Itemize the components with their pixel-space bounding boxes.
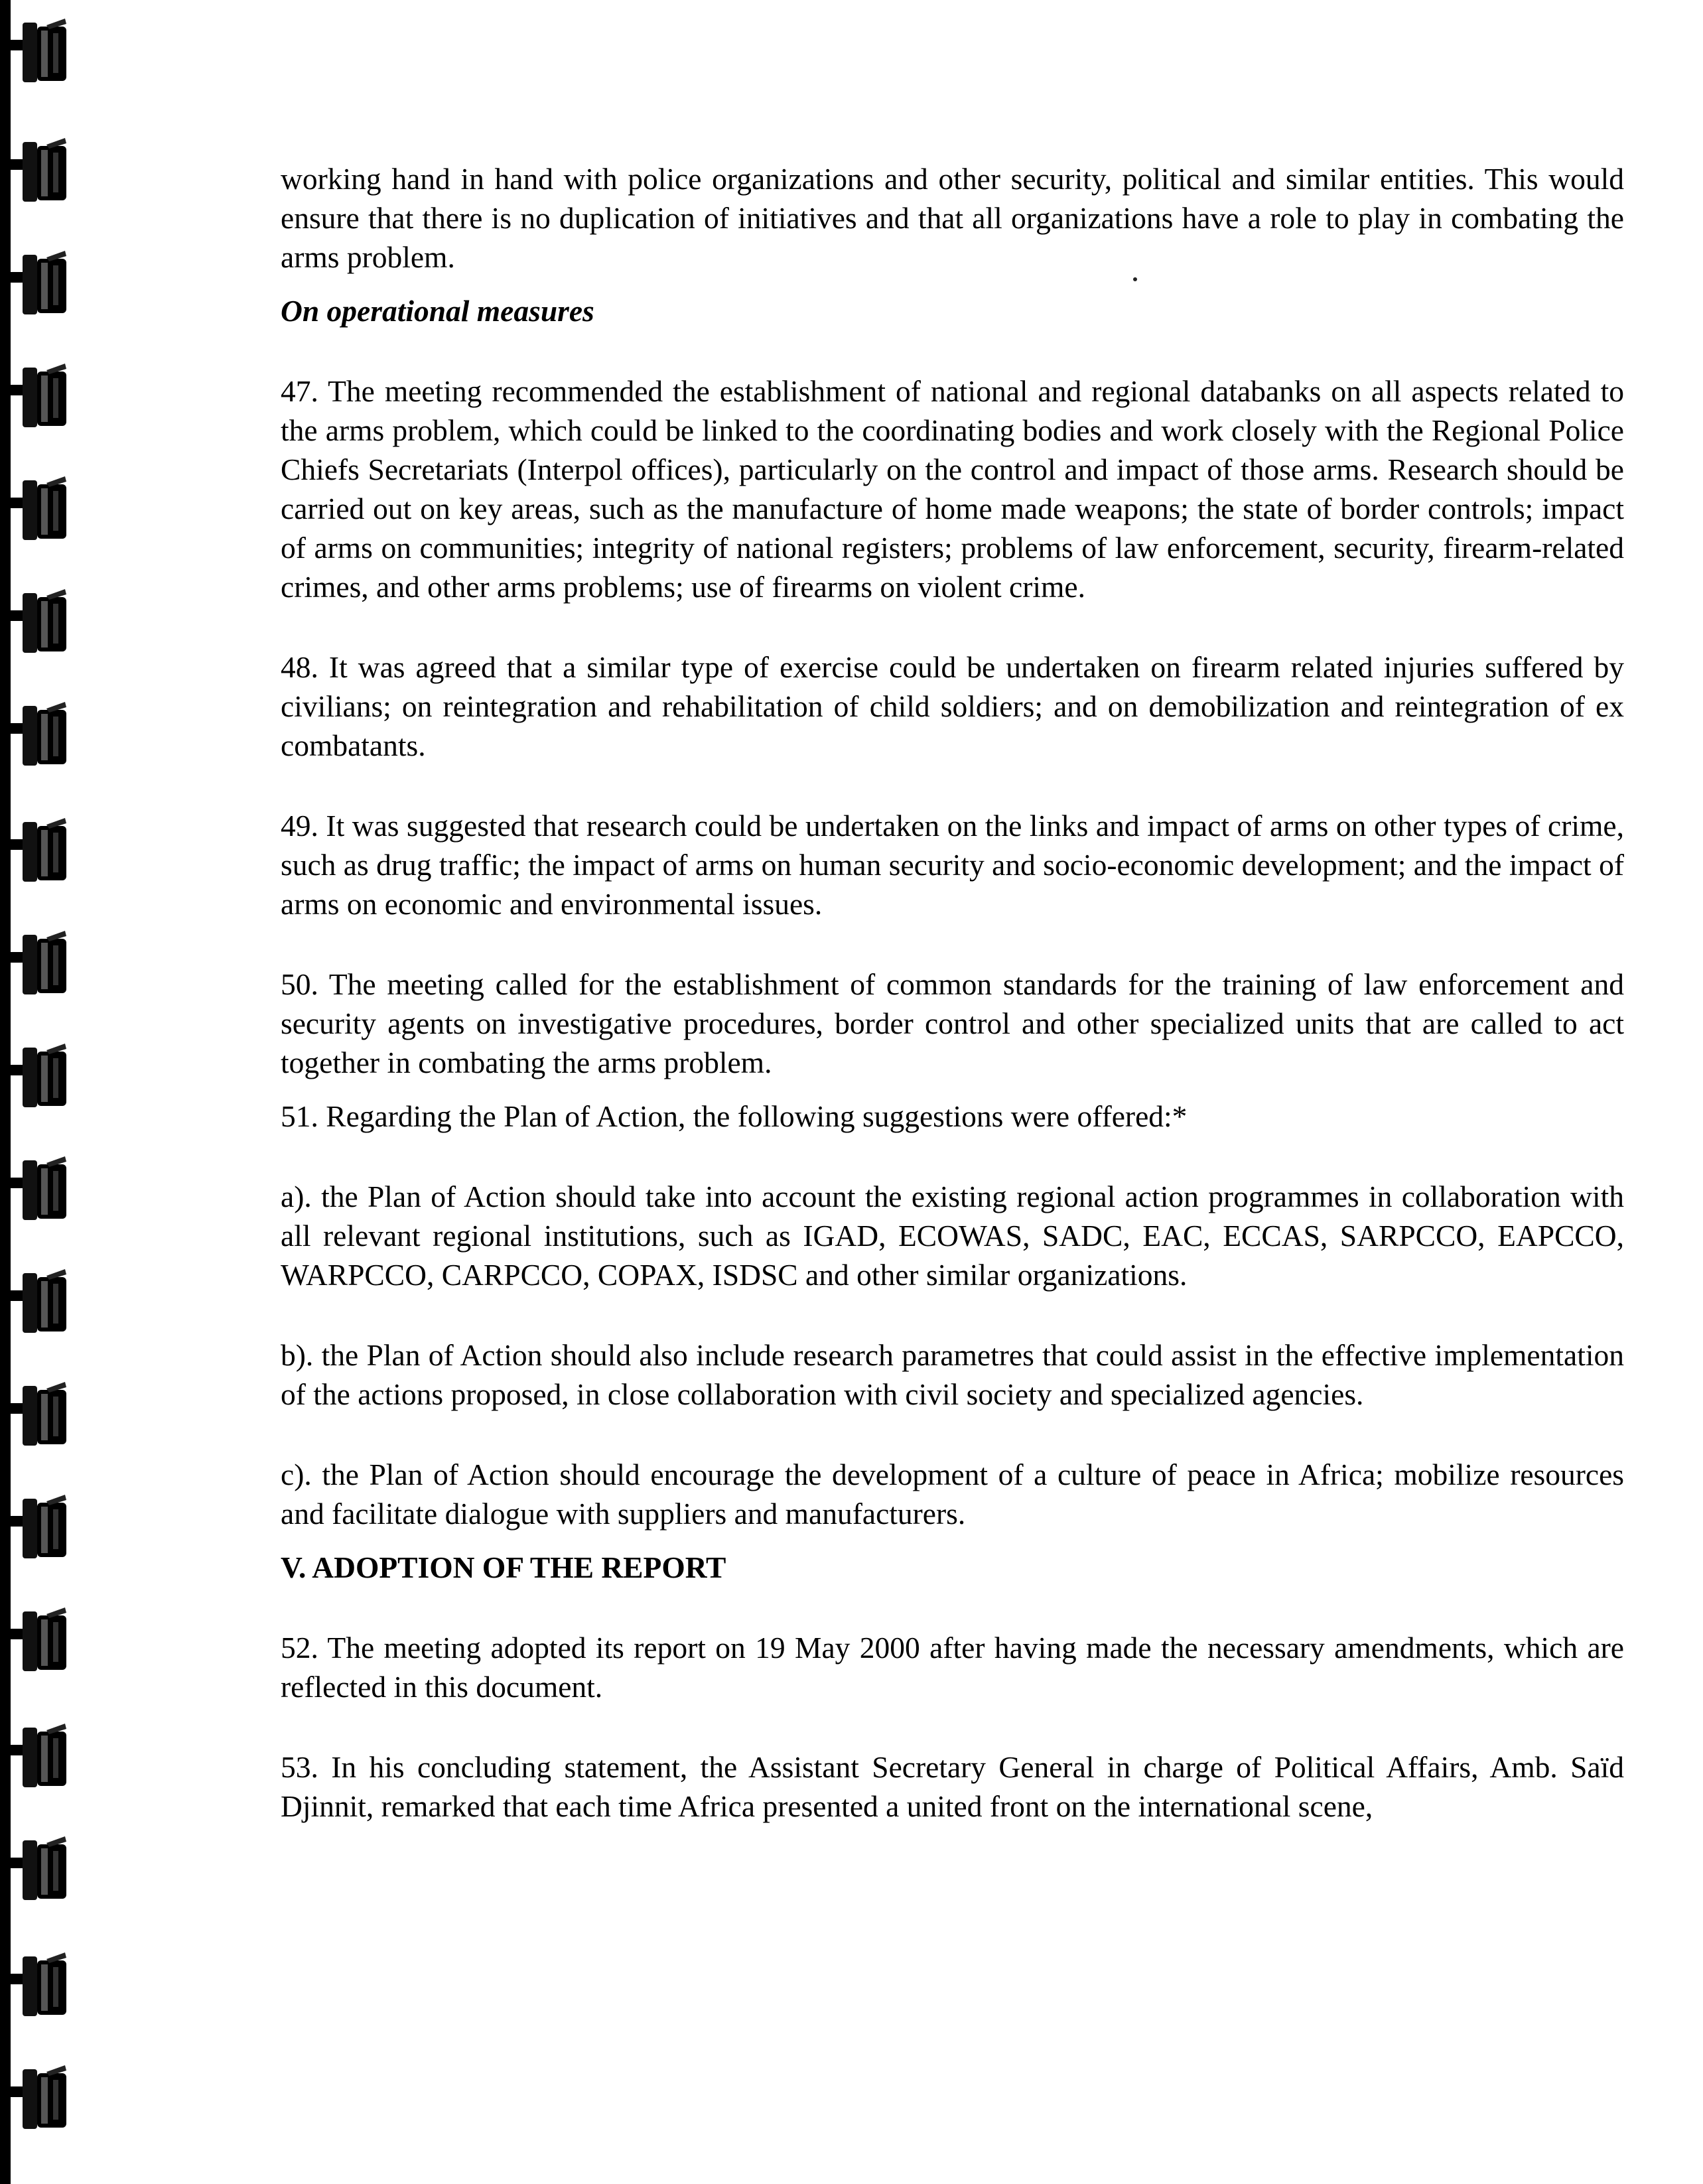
binding-ring <box>0 1602 73 1675</box>
paragraph-49: 49. It was suggested that research could be undertaken on the links and impact of arms on other types of crime, such as drug traffic; the impact of arms on human security and socio-economic development; and the impact of arms on economic and environmental issues. <box>281 809 1624 921</box>
paragraph-51: 51. Regarding the Plan of Action, the following suggestions were offered:* <box>281 1099 1188 1133</box>
binding-ring <box>0 584 73 657</box>
binding-ring <box>0 1831 73 1904</box>
section-heading-adoption-of-report: V. ADOPTION OF THE REPORT <box>281 1550 726 1584</box>
paragraph-continued: working hand in hand with police organizations and other security, political and similar entities. This would ensure that there is no duplication of initiatives and that all organizations have a role to play in combating the arms problem. <box>281 162 1624 274</box>
binding-ring <box>0 1151 73 1224</box>
binding-ring <box>0 697 73 770</box>
binding-ring <box>0 471 73 544</box>
binding-ring <box>0 1718 73 1791</box>
binding-ring <box>0 925 73 998</box>
paragraph-52: 52. The meeting adopted its report on 19 May 2000 after having made the necessary amendments, which are reflected in this document. <box>281 1631 1624 1704</box>
binding-ring <box>0 1264 73 1337</box>
binding-ring <box>0 1377 73 1450</box>
binding-ring <box>0 813 73 886</box>
paragraph-50: 50. The meeting called for the establishment of common standards for the training of law enforcement and security agents on investigative procedures, border control and other specialized units that are called to act together in combating the arms problem. <box>281 967 1624 1079</box>
paragraph-51b: b). the Plan of Action should also include research parametres that could assist in the effective implementation of the actions proposed, in close collaboration with civil society and specialized agencies. <box>281 1338 1624 1411</box>
binding-ring <box>0 2060 73 2133</box>
paragraph-47: 47. The meeting recommended the establishment of national and regional databanks on all aspects related to the arms problem, which could be linked to the coordinating bodies and work closely with the Regional Police Chiefs Secretariats (Interpol offices), particularly on the control and impact of those arms. Research should be carried out on key areas, such as the manufacture of home made weapons; the state of border controls; impact of arms on communities; integrity of national registers; problems of law enforcement, security, firearm-related crimes, and other arms problems; use of firearms on violent crime. <box>281 374 1624 604</box>
paragraph-53: 53. In his concluding statement, the Assistant Secretary General in charge of Political Affairs, Amb. Saïd Djinnit, remarked that each time Africa presented a united front on the international scene, <box>281 1750 1624 1823</box>
binding-ring <box>0 13 73 86</box>
binding-ring <box>0 1489 73 1562</box>
binding-ring <box>0 358 73 431</box>
binding-ring <box>0 1947 73 2020</box>
binding-ring <box>0 1038 73 1111</box>
binding-ring <box>0 133 73 206</box>
document-page <box>281 159 1624 1826</box>
spiral-binding <box>0 0 86 2184</box>
paragraph-51a: a). the Plan of Action should take into account the existing regional action programmes in collaboration with all relevant regional institutions, such as IGAD, ECOWAS, SADC, EAC, ECCAS, SARPCCO, EAPCCO, WARPCCO, CARPCCO, COPAX, ISDSC and other similar organizations. <box>281 1180 1624 1292</box>
section-heading-operational-measures: On operational measures <box>281 294 594 328</box>
paragraph-51c: c). the Plan of Action should encourage the development of a culture of peace in Africa; mobilize resources and facilitate dialogue with suppliers and manufacturers. <box>281 1458 1624 1531</box>
binding-ring <box>0 245 73 318</box>
paragraph-48: 48. It was agreed that a similar type of exercise could be undertaken on firearm related injuries suffered by civilians; on reintegration and rehabilitation of child soldiers; and on demobilization and reintegration of ex combatants. <box>281 650 1624 762</box>
